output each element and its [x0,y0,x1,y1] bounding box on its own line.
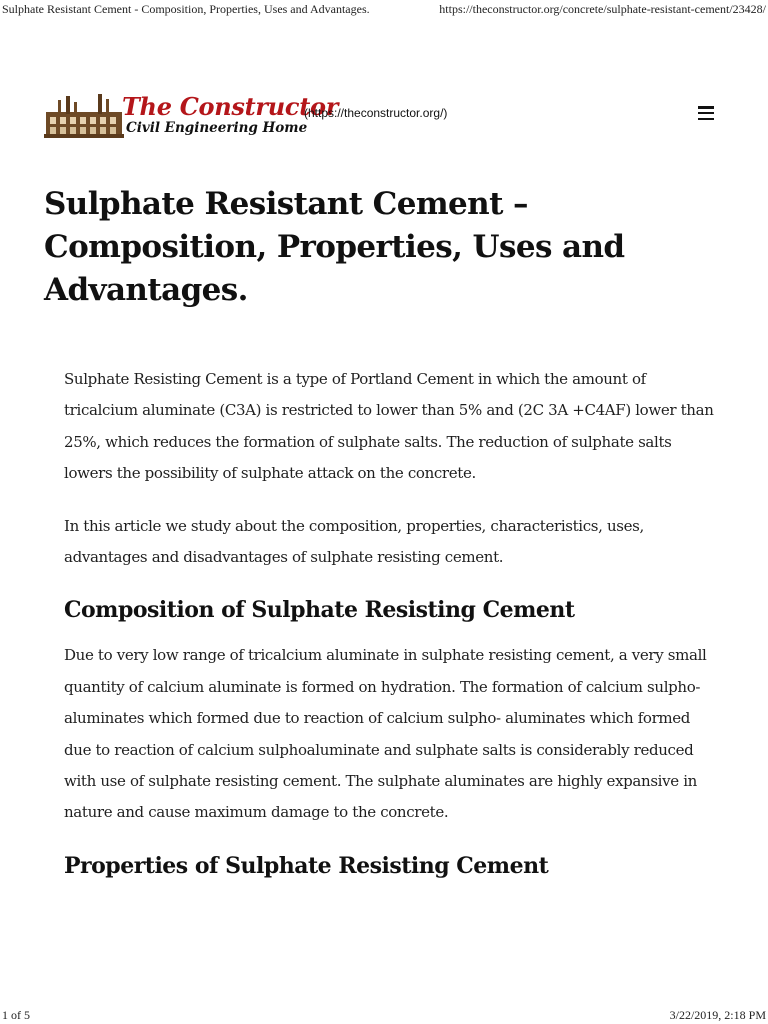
menu-button[interactable] [698,106,714,120]
colosseum-logo-icon [44,90,124,144]
hamburger-icon [698,106,714,120]
print-datetime: 3/22/2019, 2:18 PM [669,1008,766,1022]
site-home-link[interactable]: (https://theconstructor.org/) [304,106,448,120]
intro-paragraph: In this article we study about the composition, properties, characteristics, uses, advantages and disadvantages of sulphate resisting cement. [64,516,644,567]
section-heading-properties: Properties of Sulphate Resisting Cement [64,852,549,879]
site-logo-link[interactable] [44,90,339,144]
site-header [44,90,724,146]
intro-paragraph: Sulphate Resisting Cement is a type of Portland Cement in which the amount of tricalcium aluminate (C3A) is restricted to lower than 5% and (2C 3A +C4AF) lower than 25%, which reduces the formation of sulphate salts. The reduction of sulphate salts lowers the possibility of sulphate attack on the concrete. [64,370,714,483]
print-page-title: Sulphate Resistant Cement - Composition, Properties, Uses and Advantages. [2,2,370,16]
composition-paragraph: Due to very low range of tricalcium aluminate in sulphate resisting cement, a very small quantity of calcium aluminate is formed on hydration. The formation of calcium sulpho- aluminates which formed due to reaction of calcium sulpho- aluminates which formed due to reaction of calcium sulphoaluminate and sulphate salts is considerably reduced with use of sulphate resisting cement. The sulphate aluminates are highly expansive in nature and cause maximum damage to the concrete. [64,646,707,822]
article-body [64,364,714,896]
site-tagline: Civil Engineering Home [126,120,308,136]
article-title: Sulphate Resistant Cement – Composition, Properties, Uses and Advantages. [44,186,625,308]
print-page-url: https://theconstructor.org/concrete/sulphate-resistant-cement/23428/ [439,2,766,16]
site-brand-name: The Constructor [122,92,339,121]
section-heading-composition: Composition of Sulphate Resisting Cement [64,597,575,624]
page-number: 1 of 5 [2,1008,30,1022]
print-footer [0,1006,768,1024]
print-header [0,0,768,16]
